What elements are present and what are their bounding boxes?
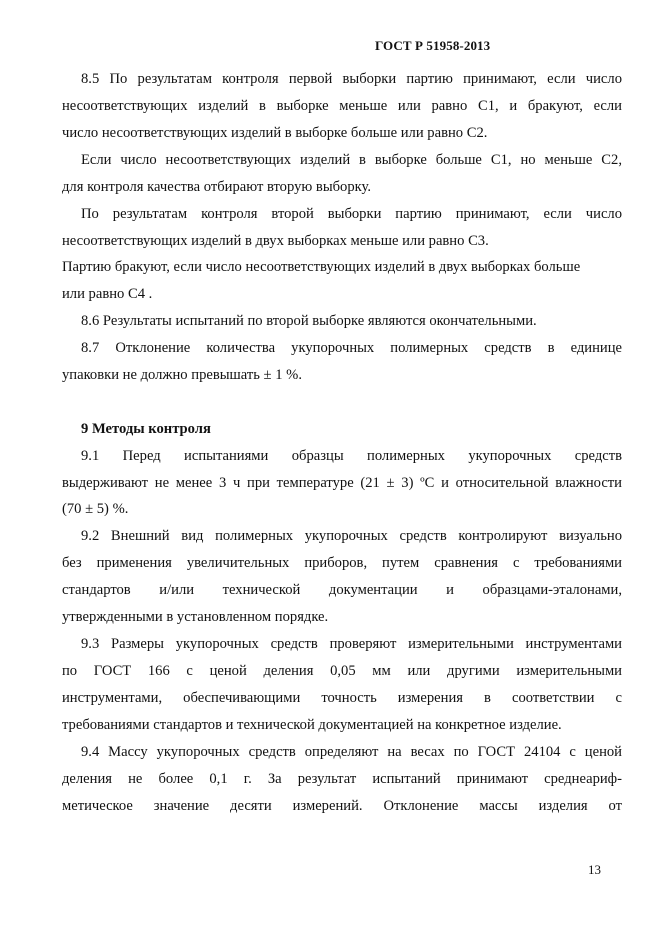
text-line: 9.4 Массу укупорочных средств определяют на весах по ГОСТ 24104 с ценой [81,744,622,760]
text-line: число несоответствующих изделий в выборке больше или равно С2. [62,125,488,141]
text-line: По результатам контроля второй выборки партию принимают, если число [81,206,622,222]
text-line: несоответствующих изделий в двух выборках меньше или равно С3. [62,233,489,249]
text-line: выдерживают не менее 3 ч при температуре (21 ± 3) ºС и относительной влажности [62,475,622,491]
text-line: 8.7 Отклонение количества укупорочных полимерных средств в единице [81,340,622,356]
text-line: (70 ± 5) %. [62,501,129,517]
text-line: Если число несоответствующих изделий в выборке больше С1, но меньше С2, [81,152,622,168]
text-line: или равно С4 . [62,286,153,302]
text-line: 8.5 По результатам контроля первой выборки партию принимают, если число [81,71,622,87]
text-line: метическое значение десяти измерений. Отклонение массы изделия от [62,798,622,814]
text-line: для контроля качества отбирают вторую выборку. [62,179,372,195]
text-line: без применения увеличительных приборов, путем сравнения с требованиями [62,555,622,571]
text-line: несоответствующих изделий в выборке меньше или равно С1, и бракуют, если [62,98,622,114]
text-line: 9.2 Внешний вид полимерных укупорочных средств контролируют визуально [81,528,622,544]
text-line: инструментами, обеспечивающими точность измерения в соответствии с [62,690,622,706]
text-line: по ГОСТ 166 с ценой деления 0,05 мм или другими измерительными [62,663,622,679]
text-line: требованиями стандартов и технической документацией на конкретное изделие. [62,717,562,733]
text-line: деления не более 0,1 г. За результат испытаний принимают среднеариф- [62,771,622,787]
section-heading: 9 Методы контроля [81,421,211,437]
page-number: 13 [588,862,601,877]
text-line: 9.1 Перед испытаниями образцы полимерных укупорочных средств [81,448,622,464]
document-header: ГОСТ Р 51958-2013 [375,38,491,53]
text-line: стандартов и/или технической документации и образцами-эталонами, [62,582,622,598]
text-line: упаковки не должно превышать ± 1 %. [62,367,302,383]
text-line: 9.3 Размеры укупорочных средств проверяют измерительными инструментами [81,636,622,652]
text-line: Партию бракуют, если число несоответствующих изделий в двух выборках больше [62,259,581,275]
text-line: утвержденными в установленном порядке. [62,609,329,625]
text-line: 8.6 Результаты испытаний по второй выборке являются окончательными. [81,313,537,329]
